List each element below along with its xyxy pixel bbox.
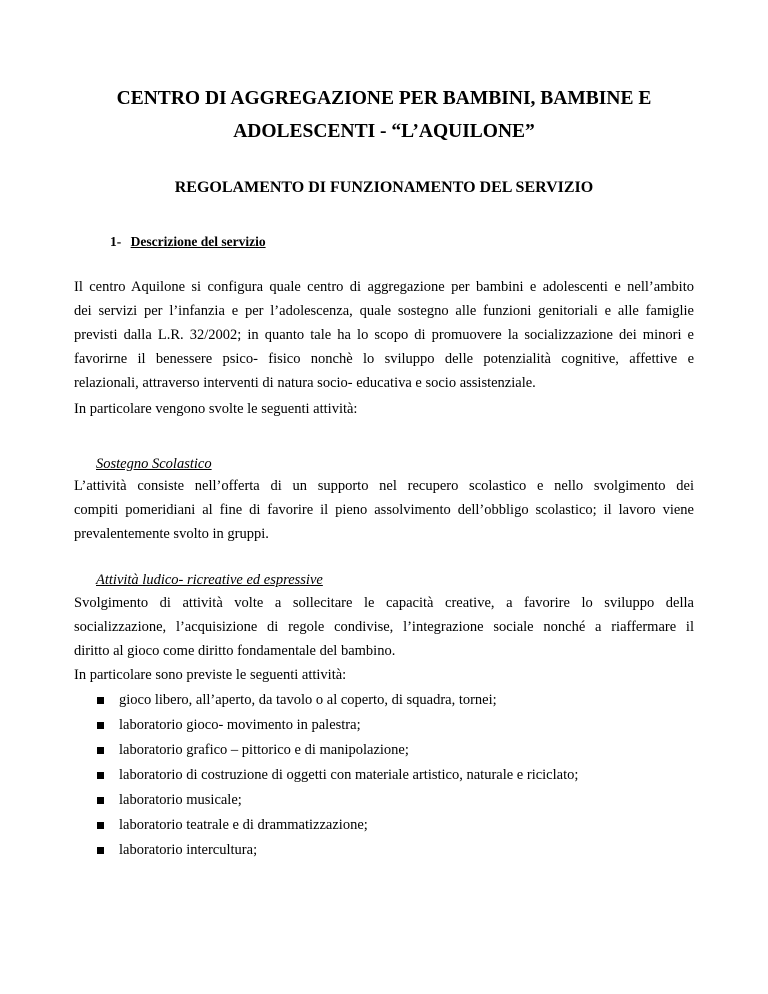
square-bullet-icon — [97, 847, 104, 854]
ludico-paragraph — [74, 591, 694, 663]
intro-followup: In particolare vengono svolte le seguenti attività: — [74, 401, 358, 417]
ludico-heading: Attività ludico- ricreative ed espressive — [96, 572, 323, 588]
square-bullet-icon — [97, 697, 104, 704]
list-item-text: laboratorio intercultura; — [119, 842, 258, 858]
sostegno-line: compiti pomeridiani al fine di favorire il pieno assolvimento dell’obbligo scolastico; il lavoro viene — [74, 502, 694, 518]
list-item — [74, 738, 714, 763]
sostegno-line: L’attività consiste nell’offerta di un supporto nel recupero scolastico e nello svolgimento dei — [74, 478, 694, 494]
ludico-line: socializzazione, l’acquisizione di regole condivise, l’integrazione sociale nonché a riaffermare il — [74, 619, 694, 635]
list-item-text: laboratorio di costruzione di oggetti con materiale artistico, naturale e riciclato; — [119, 767, 579, 783]
intro-line: Il centro Aquilone si configura quale centro di aggregazione per bambini e adolescenti e nell’ambito — [74, 279, 694, 295]
intro-line: favorirne il benessere psico- fisico nonchè lo sviluppo delle potenzialità cognitive, affettive e — [74, 351, 694, 367]
sostegno-heading: Sostegno Scolastico — [96, 456, 212, 472]
section-heading — [110, 234, 266, 250]
list-item — [74, 813, 714, 838]
document-subtitle: REGOLAMENTO DI FUNZIONAMENTO DEL SERVIZIO — [174, 179, 594, 196]
list-item-text: laboratorio gioco- movimento in palestra; — [119, 717, 361, 733]
sostegno-paragraph — [74, 474, 694, 546]
list-item-text: laboratorio musicale; — [119, 792, 242, 808]
activity-list — [74, 688, 714, 863]
ludico-line: diritto al gioco come diritto fondamentale del bambino. — [74, 643, 396, 659]
section-number: 1- — [110, 234, 122, 249]
list-item — [74, 838, 714, 863]
ludico-line: Svolgimento di attività volte a sollecitare le capacità creative, a favorire lo sviluppo della — [74, 595, 694, 611]
list-item-text: laboratorio teatrale e di drammatizzazione; — [119, 817, 368, 833]
list-item — [74, 688, 714, 713]
intro-line: dei servizi per l’infanzia e per l’adolescenza, quale sostegno alle funzioni genitoriali e alle famiglie — [74, 303, 694, 319]
square-bullet-icon — [97, 747, 104, 754]
list-item — [74, 713, 714, 738]
document-title-line-2: ADOLESCENTI - “L’AQUILONE” — [233, 121, 535, 142]
intro-line: relazionali, attraverso interventi di natura socio- educativa e socio assistenziale. — [74, 375, 536, 391]
list-item-text: gioco libero, all’aperto, da tavolo o al coperto, di squadra, tornei; — [119, 692, 497, 708]
intro-paragraph — [74, 275, 694, 395]
square-bullet-icon — [97, 797, 104, 804]
intro-line: previsti dalla L.R. 32/2002; in quanto tale ha lo scopo di promuovere la socializzazione dei minori e — [74, 327, 694, 343]
ludico-followup: In particolare sono previste le seguenti attività: — [74, 667, 347, 683]
list-item — [74, 788, 714, 813]
square-bullet-icon — [97, 822, 104, 829]
list-item-text: laboratorio grafico – pittorico e di manipolazione; — [119, 742, 409, 758]
document-title-line-1: CENTRO DI AGGREGAZIONE PER BAMBINI, BAMBINE E — [116, 88, 652, 109]
list-item — [74, 763, 714, 788]
section-label: Descrizione del servizio — [130, 234, 266, 249]
square-bullet-icon — [97, 772, 104, 779]
square-bullet-icon — [97, 722, 104, 729]
sostegno-line: prevalentemente svolto in gruppi. — [74, 526, 269, 542]
